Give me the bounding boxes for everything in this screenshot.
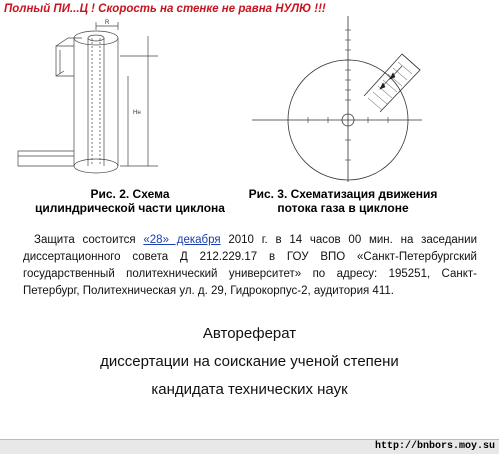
figure3-caption <box>238 187 448 215</box>
gas-flow-figure <box>252 14 427 184</box>
defense-line1-post: 2010 г. в 14 часов 00 мин. на заседании <box>220 234 477 246</box>
fig2-height-label: Hн <box>133 110 141 116</box>
figure2-caption <box>30 187 230 215</box>
cyclone-cylinder-figure <box>8 16 168 186</box>
defense-line1-pre: Защита состоится <box>34 234 144 246</box>
footer-url-link[interactable]: http://bnbors.moy.su <box>374 441 495 452</box>
header-note: Полный ПИ...Ц ! Скорость на стенке не равна НУЛЮ !!! <box>4 3 326 15</box>
title-line-3: кандидата технических наук <box>151 381 348 398</box>
title-line-1: Автореферат <box>202 325 297 342</box>
figure2-caption-line2: цилиндрической части циклона <box>35 201 225 215</box>
abstract-title <box>0 320 499 404</box>
defense-date-link[interactable]: «28» декабря <box>143 234 221 246</box>
defense-line-1 <box>23 232 477 249</box>
footer-bar <box>0 439 499 454</box>
fig2-radius-label: R <box>105 20 110 26</box>
title-line-2: диссертации на соискание ученой степени <box>100 353 399 370</box>
defense-line-4: Петербург, Политехническая ул. д. 29, Гидрокорпус-2, аудитория 411. <box>23 285 394 297</box>
figure3-caption-line1: Рис. 3. Схематизация движения <box>248 187 438 201</box>
defense-line-3: государственный политехнический университет» по адресу: 195251, Санкт- <box>23 268 477 280</box>
defense-line-2: диссертационного совета Д 212.229.17 в ГОУ ВПО «Санкт-Петербургский <box>23 251 477 263</box>
defense-announcement <box>23 232 477 300</box>
figure3-caption-line2: потока газа в циклоне <box>277 201 409 215</box>
figure2-caption-line1: Рис. 2. Схема <box>90 187 170 201</box>
